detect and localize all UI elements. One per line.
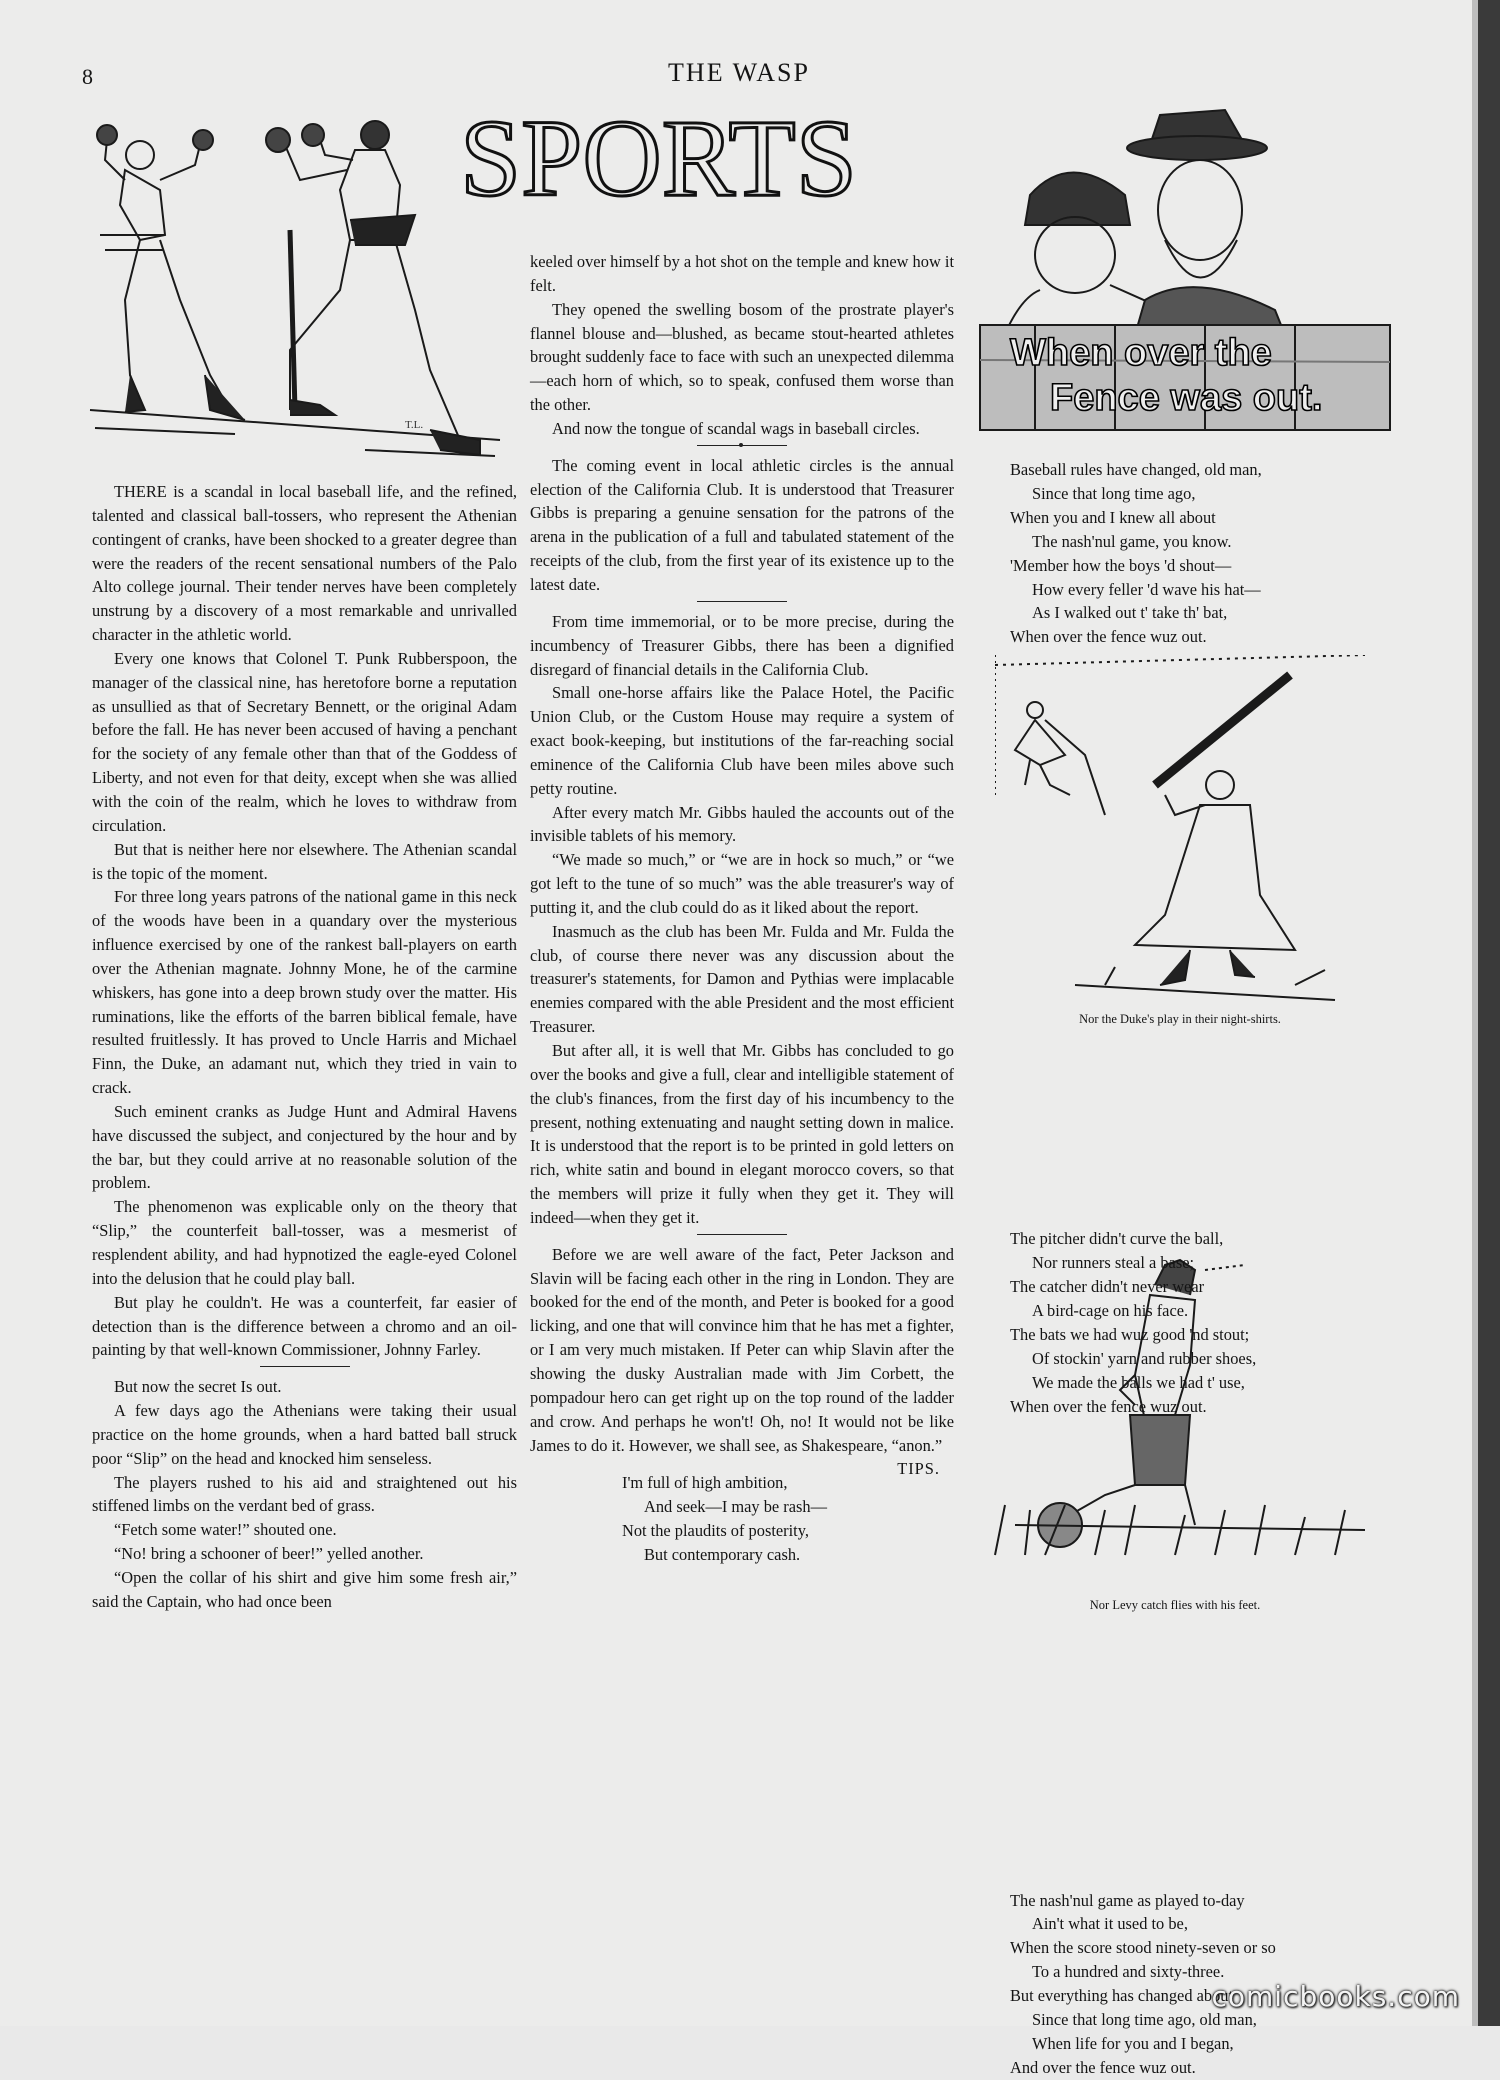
- page-edge: [1478, 0, 1500, 2026]
- verse-line: Since that long time ago,: [1032, 483, 1196, 503]
- verse-line: The bats we had wuz good 'nd stout;: [1010, 1324, 1250, 1344]
- verse-line: Nor runners steal a base;: [1032, 1253, 1195, 1273]
- fence-cartoon: [975, 100, 1400, 445]
- verse-line: A bird-cage on his face.: [1032, 1300, 1189, 1320]
- verse-line: But contemporary cash.: [644, 1544, 801, 1564]
- svg-text:SPORTS: SPORTS: [460, 97, 857, 219]
- paragraph: “Fetch some water!” shouted one.: [114, 1520, 337, 1540]
- watermark: comicbooks.com: [1211, 1980, 1460, 2013]
- verse-line: The nash'nul game, you know.: [1032, 531, 1232, 551]
- paragraph: [530, 1243, 954, 1479]
- paragraph: But now the secret Is out.: [114, 1377, 282, 1397]
- section-divider: [697, 1234, 787, 1235]
- verse-line: When the score stood ninety-seven or so: [1010, 1938, 1276, 1958]
- paragraph: Inasmuch as the club has been Mr. Fulda and Mr. Fulda the club, of course there never was any discussion about the treasurer's statements, for Damon and Pythias were implacable enemies compared with the able President and the most efficient Treasurer.: [530, 921, 954, 1037]
- column-3: [1010, 458, 1360, 2080]
- paragraph: From time immemorial, or to be more precise, during the incumbency of Treasurer Gibbs, there has been a dignified disregard of financial details in the California Club.: [530, 611, 954, 679]
- fence-sign-line2: Fence was out.: [1050, 377, 1323, 419]
- column-2: [530, 250, 954, 1567]
- caption-nightshirts: Nor the Duke's play in their night-shirts.: [1079, 1012, 1281, 1026]
- verse-line: And seek—I may be rash—: [644, 1497, 827, 1517]
- paragraph: THERE is a scandal in local baseball life, and the refined, talented and classical ball-tossers, who represent the Athenian contingent of cranks, have been shocked to a greater degree than were the readers of the recent sensational numbers of the Palo Alto college journal. Their tender nerves have been completely unstrung by a discovery of a most remarkable and unrivalled character in the athletic world.: [92, 482, 517, 645]
- verse-line: Since that long time ago, old man,: [1032, 2010, 1257, 2030]
- section-divider: [697, 445, 787, 446]
- signature: TIPS.: [897, 1459, 940, 1479]
- masthead: THE WASP: [668, 58, 810, 87]
- paragraph: “No! bring a schooner of beer!” yelled another.: [114, 1544, 424, 1564]
- boxers-illustration: [85, 110, 505, 470]
- section-divider: [260, 1366, 350, 1367]
- paragraph: For three long years patrons of the national game in this neck of the woods have been in a quandary over the mysterious influence exercised by one of the rankest ball-players on earth over the Athenian magnate. Johnny Mone, he of the carmine whiskers, has gone into a deep brown study over the matter. His ruminations, like the efforts of the barren biblical female, have resulted fruitlessly. It has proved to Uncle Harris and Michael Finn, the Duke, an adamant nut, which they tried in vain to crack.: [92, 887, 517, 1098]
- paragraph: A few days ago the Athenians were taking their usual practice on the home grounds, when a hard batted ball struck poor “Slip” on the head and knocked him senseless.: [92, 1401, 517, 1468]
- paragraph: The phenomenon was explicable only on the theory that “Slip,” the counterfeit ball-tosser, was a mesmerist of resplendent ability, and had hypnotized the eagle-eyed Colonel into the delusion that he could play ball.: [92, 1197, 517, 1288]
- paragraph: “Open the collar of his shirt and give him some fresh air,” said the Captain, who had once been: [92, 1567, 517, 1611]
- paragraph: “We made so much,” or “we are in hock so much,” or “we got left to the tune of so much” was the able treasurer's way of putting it, and the club could do as it liked about the report.: [530, 850, 954, 917]
- verse-line: How every feller 'd wave his hat—: [1032, 579, 1261, 599]
- paragraph: The players rushed to his aid and straightened out his stiffened limbs on the verdant bed of grass.: [92, 1472, 517, 1516]
- paragraph: But play he couldn't. He was a counterfeit, far easier of detection than is the difference between a chromo and an oil-painting by that well-known Commissioner, Johnny Farley.: [92, 1292, 517, 1360]
- paragraph: Every one knows that Colonel T. Punk Rubberspoon, the manager of the classical nine, has heretofore borne a reputation as unsullied as that of Secretary Bennett, or the original Adam before the fall. He has never been accused of having a penchant for the society of any female other than that of the Goddess of Liberty, and not even for that deity, except when she was allied with the coin of the realm, which he loves to withdraw from circulation.: [92, 648, 517, 835]
- verse-line: 'Member how the boys 'd shout—: [1010, 555, 1232, 575]
- sports-title-lettering: [450, 95, 870, 220]
- verse-line: I'm full of high ambition,: [622, 1473, 788, 1493]
- fence-sign-line1: When over the: [1010, 332, 1272, 374]
- paragraph: And now the tongue of scandal wags in baseball circles.: [552, 418, 920, 438]
- paragraph: They opened the swelling bosom of the prostrate player's flannel blouse and—blushed, as became stout-hearted athletes brought suddenly face to face with such an unexpected dilemma—each horn of which, so to speak, confused them worse than the other.: [530, 299, 954, 415]
- poem-stanza-1: [1010, 458, 1360, 649]
- paragraph-text: Before we are well aware of the fact, Peter Jackson and Slavin will be facing each other in the ring in London. They are booked for the end of the month, and Peter is booked for a good licking, and one that will convince him that he has met a fighter, or I am very much mistaken. If Peter can whip Slavin after the showing the dusky Australian made with Jim Corbett, the pompadour hero can get right up on the top round of the ladder and crow. And perhaps he won't! Oh, no! It would not be like James to do it. However, we shall see, as Shakespeare, “anon.”: [530, 1244, 954, 1455]
- verse-line: The nash'nul game as played to-day: [1010, 1890, 1245, 1910]
- poem-stanza-2: [1010, 1227, 1360, 1418]
- column-1: [92, 480, 517, 1614]
- page-number: 8: [82, 64, 93, 89]
- paragraph: The coming event in local athletic circles is the annual election of the California Club. It is understood that Treasurer Gibbs is preparing a genuine sensation for the patrons of the arena in the publication of a full and tabulated statement of the receipts of the club, from the first year of its existence up to the latest date.: [530, 455, 954, 594]
- verse-line: To a hundred and sixty-three.: [1032, 1962, 1225, 1982]
- verse-line: And over the fence wuz out.: [1010, 2057, 1196, 2077]
- paragraph: After every match Mr. Gibbs hauled the accounts out of the invisible tablets of his memory.: [530, 802, 954, 846]
- verse-line: When over the fence wuz out.: [1010, 1396, 1207, 1416]
- paragraph: Small one-horse affairs like the Palace Hotel, the Pacific Union Club, or the Custom House may require a system of exact book-keeping, but institutions of the far-reaching social eminence of the California Club have been miles above such petty routine.: [530, 683, 954, 798]
- verse-line: As I walked out t' take th' bat,: [1032, 603, 1228, 623]
- verse-line: When life for you and I began,: [1032, 2033, 1234, 2053]
- verse-line: The pitcher didn't curve the ball,: [1010, 1229, 1224, 1249]
- section-divider: [697, 601, 787, 602]
- caption-levy: Nor Levy catch flies with his feet.: [1089, 1598, 1261, 1612]
- paragraph: But that is neither here nor elsewhere. The Athenian scandal is the topic of the moment.: [92, 839, 517, 883]
- verse-line: Baseball rules have changed, old man,: [1010, 460, 1262, 479]
- verse-line: Not the plaudits of posterity,: [622, 1521, 809, 1541]
- verse-line: When you and I knew all about: [1010, 507, 1216, 527]
- paragraph: Such eminent cranks as Judge Hunt and Admiral Havens have discussed the subject, and conjectured by the hour and by the bar, but they could arrive at no reasonable solution of the problem.: [92, 1101, 517, 1193]
- verse-line: Of stockin' yarn and rubber shoes,: [1032, 1348, 1257, 1368]
- verse-line: Ain't what it used to be,: [1032, 1914, 1188, 1934]
- paragraph: But after all, it is well that Mr. Gibbs has concluded to go over the books and give a full, clear and intelligible statement of the club's finances, from the first day of his incumbency to the present, nothing extenuating and naught setting down in malice. It is understood that the report is to be printed in gold letters on rich, white satin and bound in elegant morocco covers, so that the members will prize it fully when they get it. They will indeed—when they get it.: [530, 1041, 954, 1227]
- verse: [530, 1471, 954, 1566]
- verse-line: The catcher didn't never wear: [1010, 1277, 1205, 1297]
- verse-line: When over the fence wuz out.: [1010, 627, 1207, 647]
- paragraph: keeled over himself by a hot shot on the temple and knew how it felt.: [530, 252, 954, 295]
- artist-initials: T.L.: [405, 419, 424, 431]
- verse-line: We made the balls we had t' use,: [1032, 1372, 1245, 1392]
- verse-line: But everything has changed about: [1010, 1986, 1234, 2006]
